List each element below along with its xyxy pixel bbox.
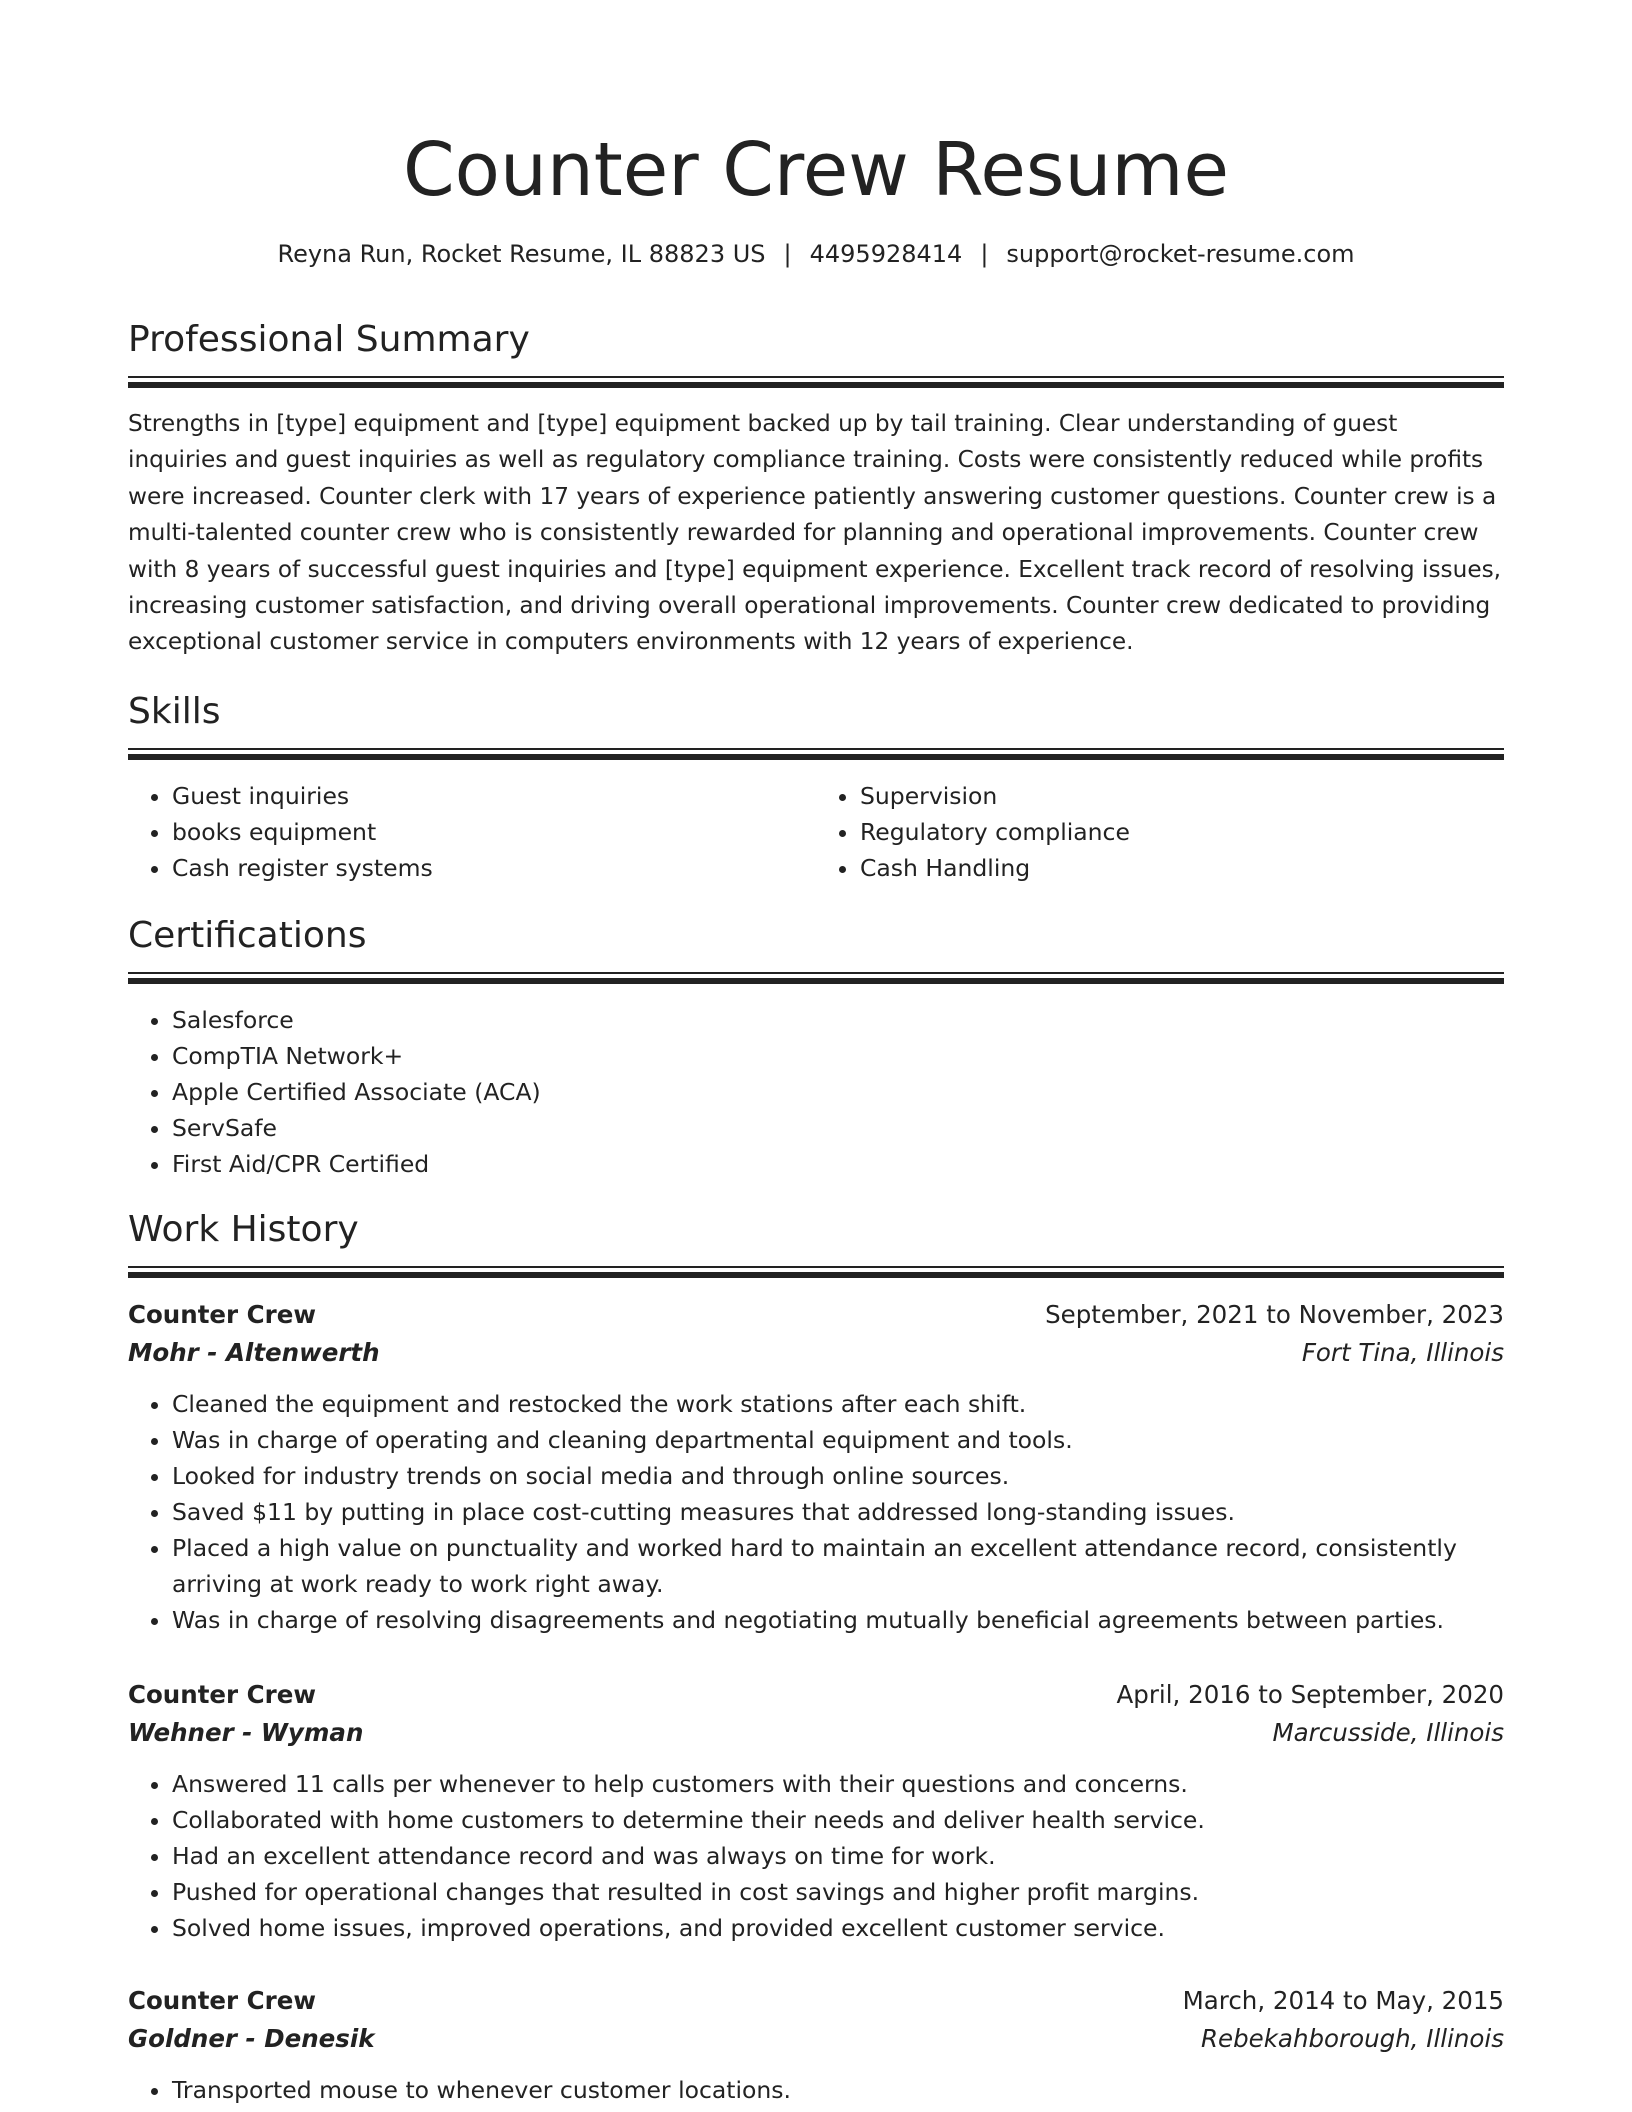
work-history-heading: Work History [128, 1209, 359, 1250]
job-bullets [128, 2072, 1504, 2108]
skills-list-left [128, 778, 816, 886]
summary-section [128, 316, 1504, 661]
job-dates: March, 2014 to May, 2015 [1182, 1986, 1504, 2015]
job-location: Rebekahborough, Illinois [1201, 2024, 1504, 2053]
resume-title: Counter Crew Resume [403, 127, 1229, 213]
certification-item: • ServSafe [172, 1110, 1504, 1146]
job-header-row [128, 1982, 1504, 2020]
job-dates: September, 2021 to November, 2023 [1045, 1300, 1504, 1329]
certifications-section [128, 912, 1504, 1182]
job-header-row [128, 1676, 1504, 1714]
job-subheader-row [128, 1714, 1504, 1752]
job-bullet: • Collaborated with home customers to determine their needs and deliver health service. [172, 1802, 1504, 1838]
job-bullet: • Had an excellent attendance record and was always on time for work. [172, 1838, 1504, 1874]
job-dates: April, 2016 to September, 2020 [1116, 1680, 1504, 1709]
contact-address: Reyna Run, Rocket Resume, IL 88823 US [277, 240, 766, 268]
job-entry [128, 1982, 1504, 2108]
job-entry [128, 1676, 1504, 1946]
job-subheader-row [128, 2020, 1504, 2058]
skill-item: • Supervision [860, 778, 1504, 814]
job-bullet: • Solved home issues, improved operations, and provided excellent customer service. [172, 1910, 1504, 1946]
skills-heading: Skills [128, 691, 221, 732]
certification-item: • Apple Certified Associate (ACA) [172, 1074, 1504, 1110]
section-divider [128, 972, 1504, 984]
contact-phone: 4495928414 [809, 240, 963, 268]
job-company: Mohr - Altenwerth [128, 1338, 380, 1367]
section-divider [128, 376, 1504, 388]
certifications-list [128, 1002, 1504, 1182]
job-company: Goldner - Denesik [128, 2024, 375, 2053]
job-bullet: • Cleaned the equipment and restocked the work stations after each shift. [172, 1386, 1504, 1422]
skill-item: • books equipment [172, 814, 816, 850]
contact-separator: | [980, 240, 989, 268]
job-bullet: • Saved $11 by putting in place cost-cutting measures that addressed long-standing issues. [172, 1494, 1504, 1530]
skill-item: • Guest inquiries [172, 778, 816, 814]
job-entry [128, 1296, 1504, 1638]
section-divider [128, 1266, 1504, 1278]
skills-columns [128, 778, 1504, 886]
certification-item: • Salesforce [172, 1002, 1504, 1038]
contact-line [128, 238, 1504, 270]
contact-separator: | [783, 240, 792, 268]
job-subheader-row [128, 1334, 1504, 1372]
summary-heading: Professional Summary [128, 319, 530, 360]
job-bullet: • Was in charge of operating and cleaning departmental equipment and tools. [172, 1422, 1504, 1458]
skill-item: • Cash register systems [172, 850, 816, 886]
job-bullet: • Looked for industry trends on social media and through online sources. [172, 1458, 1504, 1494]
job-bullet: • Placed a high value on punctuality and worked hard to maintain an excellent attendance record, consistently arriving at work ready to work right away. [172, 1530, 1504, 1602]
job-bullet: • Transported mouse to whenever customer locations. [172, 2072, 1504, 2108]
job-bullets [128, 1386, 1504, 1638]
skill-item: • Regulatory compliance [860, 814, 1504, 850]
certification-item: • First Aid/CPR Certified [172, 1146, 1504, 1182]
job-bullet: • Pushed for operational changes that resulted in cost savings and higher profit margins. [172, 1874, 1504, 1910]
job-bullet: • Was in charge of resolving disagreements and negotiating mutually beneficial agreements between parties. [172, 1602, 1504, 1638]
summary-text: Strengths in [type] equipment and [type] equipment backed up by tail training. Clear understanding of guest inquiries and guest inquiries as well as regulatory compliance training. Costs were consistently reduced while profits were increased. Counter clerk with 17 years of experience patiently answering customer questions. Counter crew is a multi-talented counter crew who is consistently rewarded for planning and operational improvements. Counter crew with 8 years of successful guest inquiries and [type] equipment experience. Excellent track record of resolving issues, increasing customer satisfaction, and driving overall operational improvements. Counter crew dedicated to providing exceptional customer service in computers environments with 12 years of experience. [128, 410, 1502, 656]
section-divider [128, 748, 1504, 760]
job-title: Counter Crew [128, 1300, 316, 1329]
job-location: Fort Tina, Illinois [1301, 1338, 1504, 1367]
contact-email[interactable]: support@rocket-resume.com [1006, 240, 1355, 268]
job-bullet: • Answered 11 calls per whenever to help customers with their questions and concerns. [172, 1766, 1504, 1802]
job-location: Marcusside, Illinois [1272, 1718, 1504, 1747]
job-title: Counter Crew [128, 1986, 316, 2015]
skills-section [128, 688, 1504, 886]
job-bullets [128, 1766, 1504, 1946]
job-header-row [128, 1296, 1504, 1334]
certifications-heading: Certifications [128, 915, 367, 956]
job-company: Wehner - Wyman [128, 1718, 364, 1747]
skills-list-right [816, 778, 1504, 886]
certification-item: • CompTIA Network+ [172, 1038, 1504, 1074]
skill-item: • Cash Handling [860, 850, 1504, 886]
job-title: Counter Crew [128, 1680, 316, 1709]
work-history-section [128, 1206, 1504, 1278]
